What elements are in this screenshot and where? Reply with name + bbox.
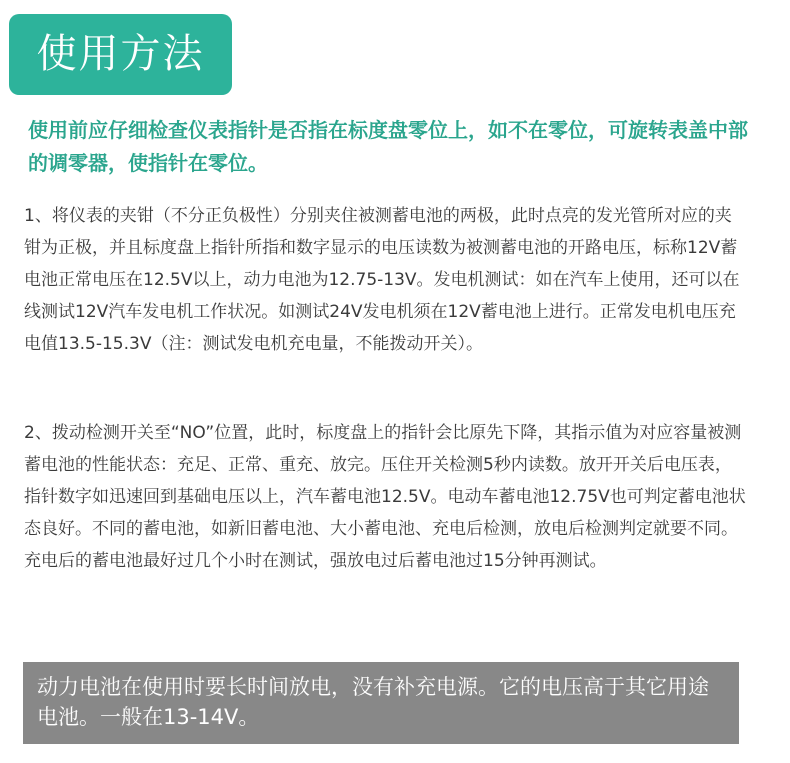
step-1-text: 1、将仪表的夹钳（不分正负极性）分别夹住被测蓄电池的两极，此时点亮的发光管所对应的夹钳为正极，并且标度盘上指针所指和数字显示的电压读数为被测蓄电池的开路电压，标称12V蓄电池正常电压在12.5V以上，动力电池为12.75-13V。发电机测试：如在汽车上使用，还可以在线测试12V汽车发电机工作状况。如测试24V发电机须在12V蓄电池上进行。正常发电机电压充电值13.5-15.3V（注：测试发电机充电量，不能拨动开关）。	[24, 206, 740, 354]
note-text: 动力电池在使用时要长时间放电，没有补充电源。它的电压高于其它用途电池。一般在13-14V。	[37, 675, 709, 729]
note-box	[23, 662, 739, 744]
step-2-text: 2、拨动检测开关至“NO”位置，此时，标度盘上的指针会比原先下降，其指示值为对应容量被测蓄电池的性能状态：充足、正常、重充、放完。压住开关检测5秒内读数。放开开关后电压表，指针数字如迅速回到基础电压以上，汽车蓄电池12.5V。电动车蓄电池12.75V也可判定蓄电池状态良好。不同的蓄电池，如新旧蓄电池、大小蓄电池、充电后检测，放电后检测判定就要不同。充电后的蓄电池最好过几个小时在测试，强放电过后蓄电池过15分钟再测试。	[24, 423, 746, 571]
intro-text: 使用前应仔细检查仪表指针是否指在标度盘零位上，如不在零位，可旋转表盖中部的调零器，使指针在零位。	[28, 118, 748, 175]
section-title: 使用方法	[9, 14, 232, 95]
